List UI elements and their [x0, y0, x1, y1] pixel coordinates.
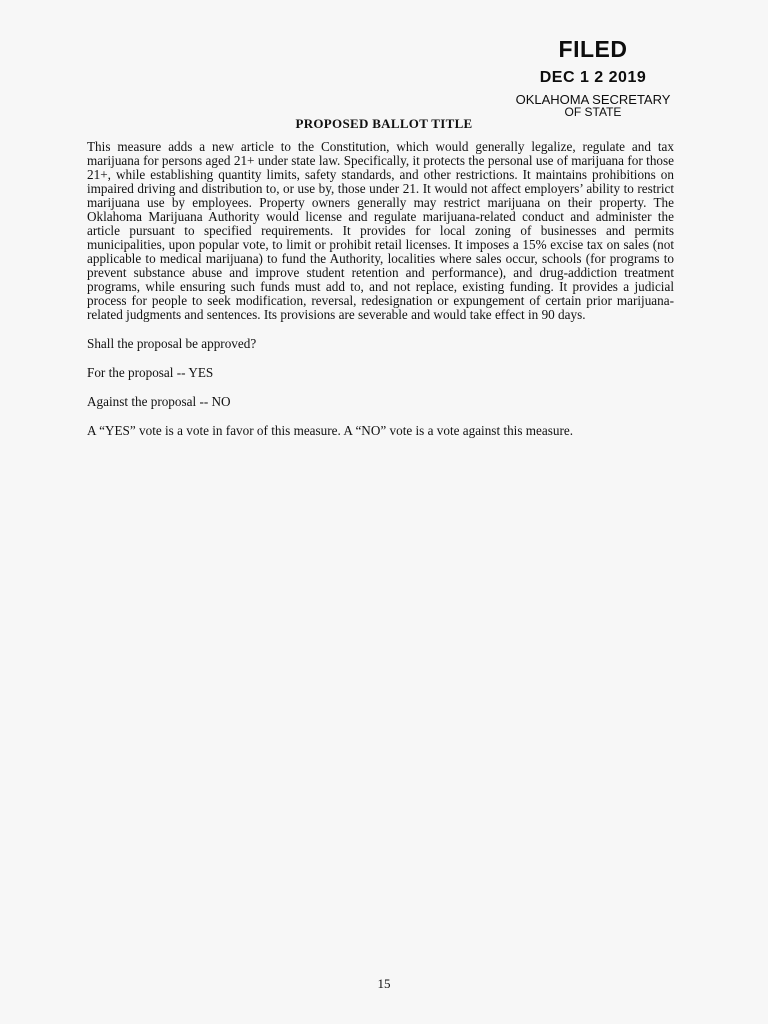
ballot-description: This measure adds a new article to the Constitution, which would generally legalize, regulate and tax marijuana for persons aged 21+ under state law. Specifically, it protects the personal use of marijuana for those 21+, while establishing quantity limits, safety standards, and other restrictions. It maintains prohibitions on impaired driving and distribution to, or use by, those under 21. It would not affect employers’ ability to restrict marijuana use by employees. Property owners generally may restrict marijuana on their property. The Oklahoma Marijuana Authority would license and regulate marijuana-related conduct and administer the article pursuant to specified requirements. It provides for local zoning of businesses and permits municipalities, upon popular vote, to limit or prohibit retail licenses. It imposes a 15% excise tax on sales (not applicable to medical marijuana) to fund the Authority, localities where sales occur, schools (for programs to prevent substance abuse and improve student retention and performance), and drug-addiction treatment programs, while ensuring such funds must add to, and not replace, existing funding. It provides a judicial process for people to seek modification, reversal, redesignation or expungement of certain prior marijuana-related judgments and sentences. Its provisions are severable and would take effect in 90 days.	[87, 139, 674, 322]
stamp-date: DEC 1 2 2019	[539, 69, 647, 86]
stamp-filed: FILED	[558, 36, 628, 62]
ballot-title-heading: PROPOSED BALLOT TITLE	[295, 116, 473, 131]
filed-stamp	[498, 36, 688, 118]
vote-explanation: A “YES” vote is a vote in favor of this measure. A “NO” vote is a vote against this measure.	[87, 423, 573, 438]
ballot-body	[87, 140, 674, 438]
ballot-question: Shall the proposal be approved?	[87, 336, 257, 351]
ballot-option-yes: For the proposal -- YES	[87, 365, 214, 380]
page-number: 15	[377, 976, 391, 991]
stamp-office-line2: OF STATE	[564, 105, 622, 119]
ballot-option-no: Against the proposal -- NO	[87, 394, 231, 409]
stamp-office-line1: OKLAHOMA SECRETARY	[515, 92, 671, 107]
